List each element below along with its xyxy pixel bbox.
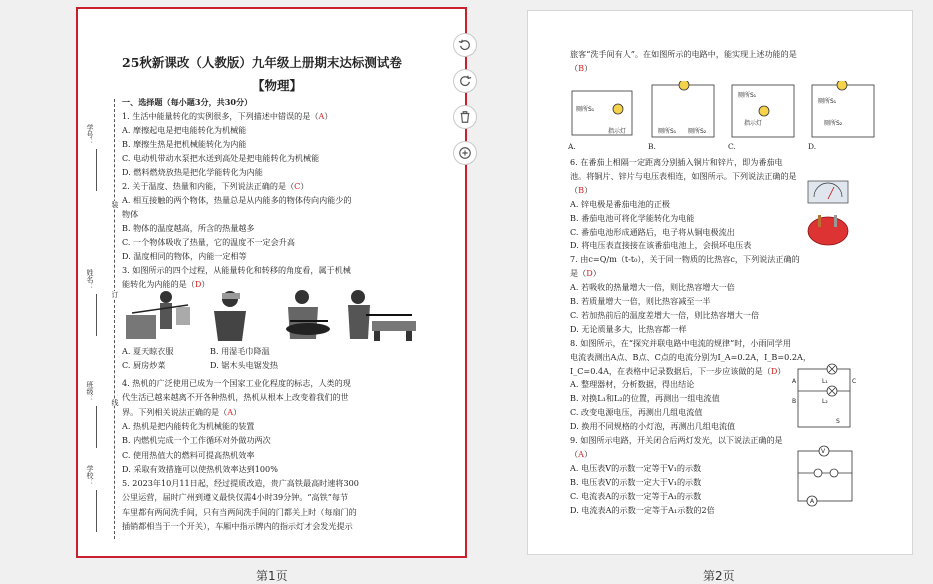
text-line [570, 239, 751, 253]
text-line [570, 476, 701, 490]
voltmeter-circuit-figure [788, 443, 860, 507]
line-text: 公里运营，届时广州到遵义最快仅需4小时39分钟。“高铁”每节 [122, 492, 349, 503]
text-line [122, 391, 349, 405]
line-text: 6. 在番茄上相隔一定距离分别插入铜片和锌片，即为番茄电 [570, 157, 783, 167]
line-text: B. 番茄电池可将化学能转化为电能 [570, 212, 695, 223]
q3-option: A. 夏天晾衣服 [122, 346, 174, 356]
q3-illustrations [122, 285, 422, 347]
answer-mark: B [578, 184, 585, 195]
answer-mark: D [586, 268, 593, 279]
student-id-label: 学号： [86, 124, 94, 145]
rotate-left-button[interactable] [453, 33, 477, 57]
text-line [570, 365, 785, 379]
page-toolbar [453, 33, 479, 177]
answer-mark: B [578, 63, 585, 73]
svg-text:C: C [852, 378, 856, 385]
circuit-label-a: A. [568, 142, 576, 151]
line-text: A. 摩擦起电是把电能转化为机械能 [122, 125, 247, 135]
answer-mark: C [294, 181, 301, 191]
page-1[interactable] [76, 7, 467, 558]
text-line [122, 420, 254, 434]
text-line [122, 194, 352, 208]
text-line [570, 337, 791, 351]
sawing-figure [348, 290, 416, 341]
line-text: 电流表测出A点、B点、C点的电流分别为I_A=0.2A，I_B=0.2A， [570, 351, 811, 362]
line-text-end: ） [584, 63, 593, 73]
line-text: C. 电动机带动水泵把水送到高处是把电能转化为机械能 [122, 153, 320, 163]
text-line [122, 434, 271, 448]
line-text: 一、选择题（每小题3分，共30分） [122, 97, 253, 107]
label-s1-c: 厕所S₁ [738, 92, 757, 99]
text-line [570, 48, 797, 62]
page-2[interactable] [527, 10, 913, 555]
answer-mark: A [227, 406, 234, 417]
answer-mark: D [770, 365, 778, 376]
label-indicator-c: 指示灯 [744, 120, 763, 127]
line-text: （ [570, 448, 579, 459]
text-line [122, 377, 351, 391]
line-text: C. 电流表A的示数一定等于A₁的示数 [570, 490, 702, 501]
rotate-right-icon [458, 74, 472, 88]
text-line [570, 184, 592, 198]
line-text-end: ） [233, 406, 242, 417]
svg-text:A: A [792, 378, 797, 385]
line-text-end: ） [584, 184, 593, 195]
line-text: C. 改变电源电压，再测出几组电流值 [570, 407, 703, 418]
line-text: D. 燃料燃烧放热是把化学能转化为内能 [122, 167, 263, 177]
circuit-label-b: B. [648, 142, 656, 151]
text-line [122, 250, 247, 264]
cooking-figure [286, 290, 330, 339]
name-label: 姓名： [86, 269, 94, 290]
text-line [570, 490, 701, 504]
student-id-field [96, 149, 97, 191]
line-text-end: ） [777, 365, 786, 376]
rotate-right-button[interactable] [453, 69, 477, 93]
svg-text:B: B [792, 398, 797, 405]
line-text: 旅客“洗手间有人”。在如图所示的电路中，能实现上述功能的是 [570, 49, 797, 59]
svg-text:L₂: L₂ [822, 398, 828, 405]
seal-char-1: 装 [111, 201, 119, 208]
line-text: 5. 2023年10月11日起，经过提质改造，贵广高铁最高时速将300 [122, 478, 359, 489]
line-text-end: ） [201, 279, 210, 289]
line-text: I_C=0.4A，在表格中记录数据后，下一步应该做的是（ [570, 365, 771, 376]
school-label: 学校： [86, 465, 94, 486]
line-text: 池。将铜片、锌片与电压表相连，如图所示。下列说法正确的是 [570, 170, 797, 181]
text-line [122, 166, 263, 180]
text-line [122, 236, 295, 250]
text-line [122, 124, 246, 138]
line-text: B. 电压表V的示数一定大于V₁的示数 [570, 476, 702, 487]
line-text: A. 锌电极是番茄电池的正极 [570, 198, 671, 209]
line-text: （ [570, 63, 579, 73]
text-line [570, 156, 783, 170]
line-text: C. 使用热值大的燃料可提高热机效率 [122, 449, 255, 460]
line-text: 3. 如图所示的四个过程，从能量转化和转移的角度看，属于机械 [122, 265, 351, 275]
lamp-b [679, 81, 689, 90]
text-line [570, 281, 735, 295]
circuit-d [812, 85, 874, 137]
text-line [570, 62, 592, 76]
line-text: 8. 如图所示，在“探究并联电路中电流的规律”时，小雨同学用 [570, 337, 791, 348]
exam-title: 25秋新课改（人教版）九年级上册期末达标测试卷 [122, 55, 402, 70]
q3-option: B. 用湿毛巾降温 [210, 346, 270, 356]
line-text: A. 热机是把内能转化为机械能的装置 [122, 420, 255, 431]
text-line [122, 222, 255, 236]
text-line [122, 264, 351, 278]
circuit-label-d: D. [808, 142, 817, 151]
text-line [570, 448, 592, 462]
line-text: B. 若质量增大一倍，则比热容减至一半 [570, 296, 711, 306]
line-text: 9. 如图所示电路，开关闭合后两灯发光，以下说法正确的是 [570, 435, 783, 445]
exam-subject: 【物理】 [252, 78, 303, 93]
line-text: D. 将电压表直接接在该番茄电池上，会损坏电压表 [570, 240, 752, 251]
wet-towel-figure [214, 291, 246, 341]
text-line [570, 212, 694, 226]
line-text: 插销都相当于一个开关），车厢中指示牌内的指示灯才会发光提示 [122, 521, 353, 531]
label-s1-d: 厕所S₁ [818, 98, 837, 105]
tomato-battery-figure [802, 177, 854, 249]
class-label: 班级： [86, 381, 94, 402]
text-line [570, 295, 711, 309]
svg-text:V: V [821, 448, 826, 455]
label-indicator-a: 指示灯 [608, 128, 627, 135]
binding-line [114, 99, 115, 539]
delete-page-button[interactable] [453, 105, 477, 129]
q3-option: D. 锯木头电锯发热 [210, 360, 279, 370]
text-line [122, 96, 252, 110]
text-line [122, 152, 319, 166]
clothes-drying-figure [126, 291, 190, 339]
line-text-end: ） [583, 448, 593, 459]
line-text: B. 内燃机完成一个工作循环对外做功两次 [122, 435, 271, 446]
text-line [570, 504, 715, 518]
line-text: B. 对换L₁和L₂的位置，再测出一组电流值 [570, 393, 720, 404]
lamp-a [613, 104, 623, 114]
line-text: 1. 生活中能量转化的实例很多，下列描述中错误的是（ [122, 111, 319, 121]
line-text: D. 换用不同规格的小灯泡，再测出几组电流值 [570, 421, 736, 432]
line-text: 7. 由c=Q/m（t-t₀），关于同一物质的比热容c，下列说法正确的 [570, 254, 800, 265]
name-field [96, 294, 97, 336]
text-line [570, 267, 601, 281]
text-line [122, 406, 241, 420]
line-text: 2. 关于温度、热量和内能，下列说法正确的是（ [122, 181, 295, 191]
answer-mark: A [318, 111, 325, 121]
class-field [96, 406, 97, 448]
rotate-left-icon [458, 38, 472, 52]
add-icon [458, 146, 472, 160]
q3-option: C. 厨房炒菜 [122, 360, 166, 370]
line-text-end: ） [324, 111, 333, 121]
line-text: D. 温度相同的物体，内能一定相等 [122, 251, 247, 261]
svg-text:A: A [810, 498, 815, 505]
line-text: C. 一个物体吸收了热量，它的温度不一定会升高 [122, 237, 295, 247]
text-line [122, 477, 359, 491]
line-text: C. 若加热前后的温度差增大一倍，则比热容增大一倍 [570, 309, 760, 320]
text-line [570, 309, 759, 323]
q5-circuits [568, 81, 888, 151]
seal-char-2: 订 [111, 291, 119, 298]
add-page-button[interactable] [453, 141, 477, 165]
text-line [570, 253, 800, 267]
line-text: D. 无论质量多大，比热容都一样 [570, 323, 687, 334]
text-line [570, 170, 797, 184]
line-text: D. 电流表A的示数一定等于A₁示数的2倍 [570, 504, 715, 515]
text-line [122, 449, 254, 463]
line-text: 代生活已越来越离不开各种热机，热机从根本上改变着我们的世 [122, 392, 349, 403]
text-line [570, 434, 783, 448]
school-field [96, 490, 97, 532]
text-line [570, 392, 720, 406]
lamp-d [837, 81, 847, 90]
line-text: A. 电压表V的示数一定等于V₁的示数 [570, 462, 702, 473]
line-text: B. 物体的温度越高，所含的热量越多 [122, 223, 255, 233]
line-text: 界。下列相关说法正确的是（ [122, 406, 228, 417]
line-text: 4. 热机的广泛使用已成为一个国家工业化程度的标志，人类的现 [122, 378, 351, 388]
line-text: B. 摩擦生热是把机械能转化为内能 [122, 139, 247, 149]
text-line [570, 351, 811, 365]
text-line [122, 520, 353, 534]
delete-icon [458, 110, 472, 124]
line-text-end: ） [592, 268, 601, 279]
label-s1-a: 厕所S₁ [576, 106, 595, 113]
line-text: A. 若吸收的热量增大一倍，则比热容增大一倍 [570, 282, 735, 293]
text-line [122, 463, 278, 477]
page-2-label: 第2页 [703, 569, 735, 583]
line-text: 能转化为内能的是（ [122, 279, 195, 289]
line-text-end: ） [300, 181, 309, 191]
answer-mark: A [578, 448, 584, 459]
text-line [122, 208, 138, 222]
label-s1-b: 厕所S₁ [658, 128, 677, 135]
line-text: C. 番茄电池形成通路后，电子将从铜电极流出 [570, 226, 735, 237]
text-line [570, 420, 735, 434]
line-text: （ [570, 184, 579, 195]
label-s2-b: 厕所S₂ [688, 128, 707, 135]
lamp-c [759, 106, 769, 116]
page-1-label: 第1页 [256, 569, 288, 583]
line-text: 车里都有两间洗手间，只有当两间洗手间的门都关上时（每扇门的 [122, 506, 357, 517]
line-text: 物体 [122, 209, 139, 219]
binding-margin [84, 69, 119, 539]
answer-mark: D [194, 279, 202, 289]
text-line [122, 491, 348, 505]
label-s2-d: 厕所S₂ [824, 120, 843, 127]
text-line [122, 138, 246, 152]
text-line [122, 180, 308, 194]
text-line [570, 226, 735, 240]
seal-char-3: 线 [111, 399, 119, 406]
text-line [570, 198, 670, 212]
text-line [570, 406, 702, 420]
line-text: D. 采取有效措施可以使热机效率达到100% [122, 463, 278, 474]
line-text: A. 相互接触的两个物体，热量总是从内能多的物体传向内能少的 [122, 195, 352, 205]
text-line [122, 506, 357, 520]
parallel-circuit-figure [792, 363, 856, 433]
svg-text:L₁: L₁ [822, 378, 828, 385]
text-line [122, 110, 332, 124]
text-line [570, 378, 694, 392]
svg-text:S: S [836, 418, 840, 425]
line-text: A. 整理器材，分析数据，得出结论 [570, 379, 695, 390]
circuit-label-c: C. [728, 142, 736, 151]
text-line [570, 462, 701, 476]
text-line [570, 323, 687, 337]
line-text: 是（ [570, 268, 587, 279]
